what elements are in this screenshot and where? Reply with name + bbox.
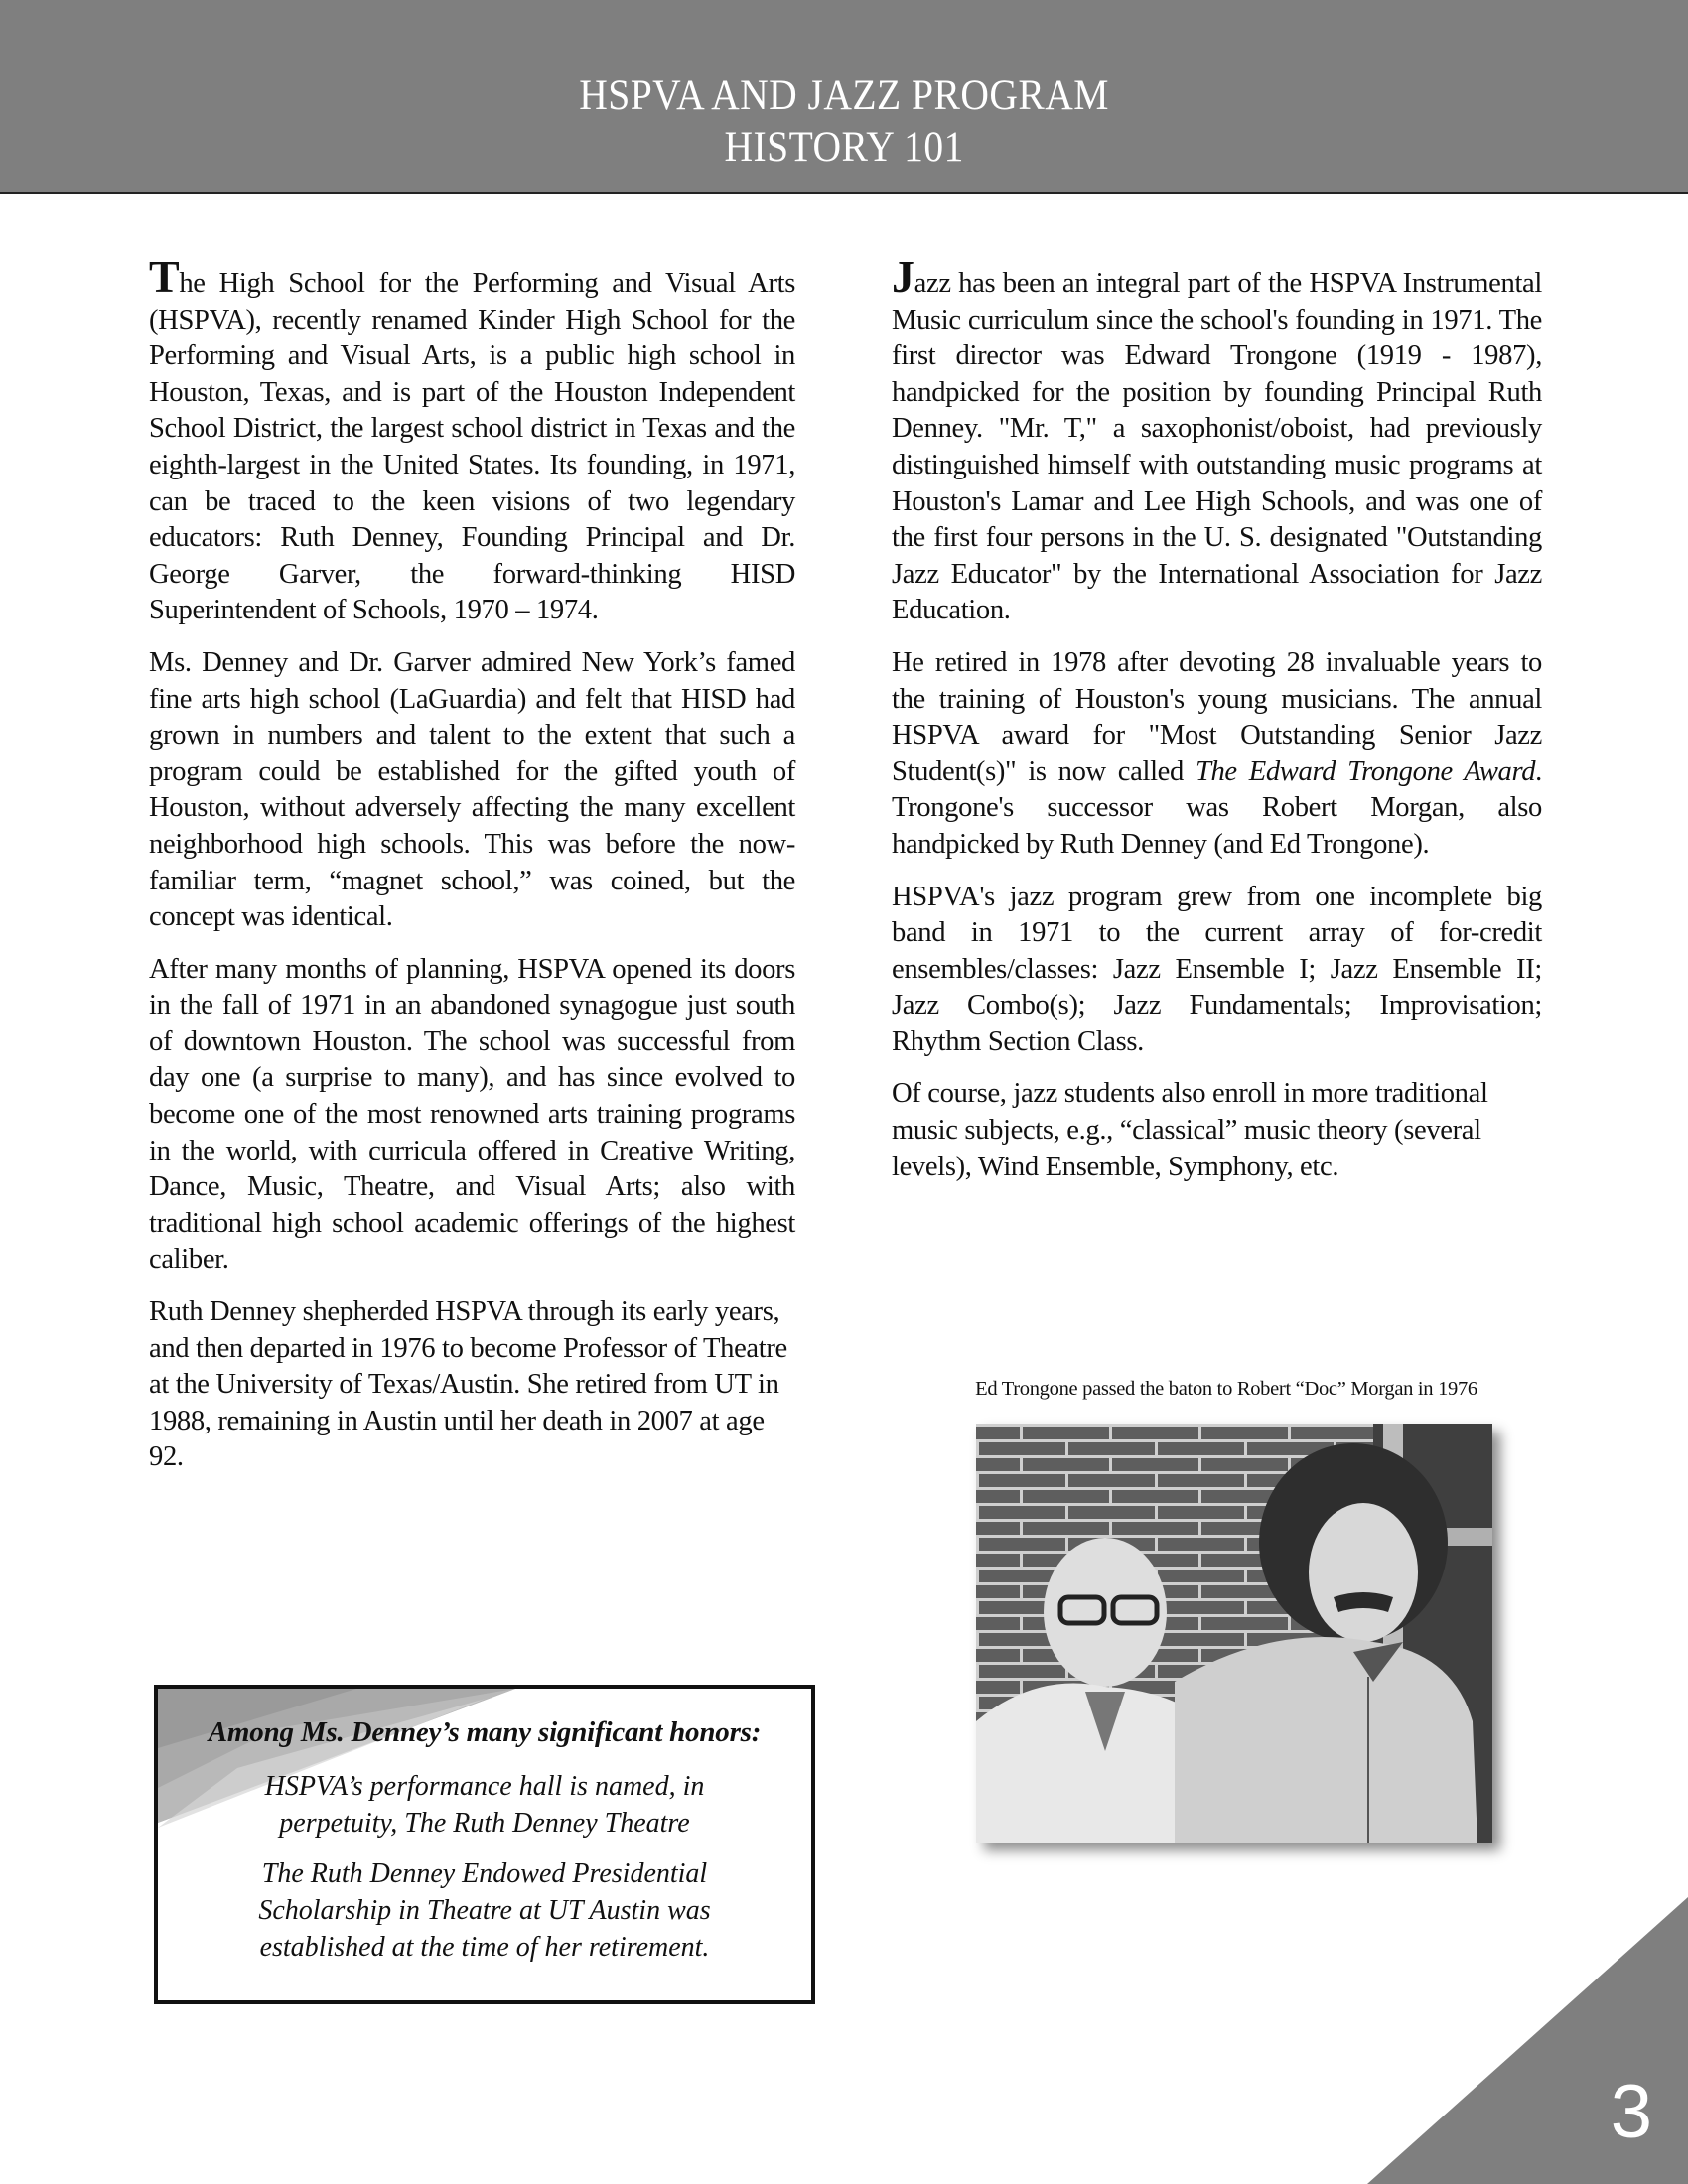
program-growth-paragraph: HSPVA's jazz program grew from one incomplete big band in 1971 to the current array of for-credit ensembles/classes: Jazz Ensemble I; Jazz Ensemble II; Jazz Combo(s); Jazz Fundamentals; Improvisation; Rhythm Section Class.: [892, 881, 1542, 1057]
drop-cap: T: [149, 251, 180, 302]
honors-callout-box: [154, 1685, 815, 2004]
paragraph-text: he High School for the Performing and Visual Arts (HSPVA), recently renamed Kinder High School for the Performing and Visual Arts, is a public high school in Houston, Texas, and is part of the Houston Independent School District, the largest school district in Texas and the eighth-largest in the United States. Its founding, in 1971, can be traced to the keen visions of two legendary educators: Ruth Denney, Founding Principal and Dr. George Garver, the forward-thinking HISD Superintendent of Schools, 1970 – 1974.: [149, 268, 795, 626]
intro-paragraph: [149, 251, 795, 629]
jazz-intro-paragraph: [892, 251, 1542, 629]
honors-title: Among Ms. Denney’s many significant honors:: [208, 1716, 762, 1748]
header-title-line-2: HISTORY 101: [724, 124, 964, 171]
right-column: [892, 251, 1542, 1201]
retirement-paragraph: [892, 645, 1542, 864]
honors-content: [158, 1689, 811, 1966]
page-number: 3: [1610, 2070, 1652, 2154]
photo-caption: Ed Trongone passed the baton to Robert “Doc” Morgan in 1976: [975, 1378, 1477, 1400]
page-header: [0, 0, 1688, 194]
paragraph-text: azz has been an integral part of the HSPVA Instrumental Music curriculum since the school's founding in 1971. The first director was Edward Trongone (1919 - 1987), handpicked for the position by founding Principal Ruth Denney. "Mr. T," a saxophonist/oboist, had previously distinguished himself with outstanding music programs at Houston's Lamar and Lee High Schools, and was one of the first four persons in the U. S. designated "Outstanding Jazz Educator" by the International Association for Jazz Education.: [892, 268, 1542, 626]
historical-photo: [976, 1424, 1492, 1843]
photo-illustration: [976, 1424, 1492, 1843]
traditional-subjects-paragraph: Of course, jazz students also enroll in more traditional music subjects, e.g., “classical” music theory (several levels), Wind Ensemble, Symphony, etc.: [892, 1078, 1488, 1182]
award-name: The Edward Trongone Award: [1195, 755, 1536, 787]
paragraph-text: He retired in 1978 after devoting 28 invaluable years to the training of Houston's young musicians. The annual HSPVA award for "Most Outstanding Senior Jazz Student(s)" is now called: [892, 646, 1542, 787]
honors-item: The Ruth Denney Endowed Presidential Scholarship in Theatre at UT Austin was established at the time of her retirement.: [258, 1858, 711, 1963]
honors-item: HSPVA’s performance hall is named, in perpetuity, The Ruth Denney Theatre: [264, 1771, 705, 1839]
left-column: [149, 251, 795, 1492]
denney-paragraph: Ruth Denney shepherded HSPVA through its early years, and then departed in 1976 to become Professor of Theatre at the University of Texas/Austin. She retired from UT in 1988, remaining in Austin until her death in 2007 at age 92.: [149, 1297, 787, 1473]
laguardia-paragraph: Ms. Denney and Dr. Garver admired New York’s famed fine arts high school (LaGuardia) and felt that HISD had grown in numbers and talent to the extent that such a program could be established for the gifted youth of Houston, without adversely affecting the many excellent neighborhood high schools. This was before the now-familiar term, “magnet school,” was coined, but the concept was identical.: [149, 646, 795, 933]
drop-cap: J: [892, 251, 914, 302]
header-title-line-1: HSPVA AND JAZZ PROGRAM: [579, 72, 1109, 119]
paragraph-text: . Trongone's successor was Robert Morgan, also handpicked by Ruth Denney (and Ed Trongone).: [892, 755, 1542, 860]
opening-paragraph: After many months of planning, HSPVA opened its doors in the fall of 1971 in an abandoned synagogue just south of downtown Houston. The school was successful from day one (a surprise to many), and has since evolved to become one of the most renowned arts training programs in the world, with curricula offered in Creative Writing, Dance, Music, Theatre, and Visual Arts; also with traditional high school academic offerings of the highest caliber.: [149, 953, 795, 1276]
